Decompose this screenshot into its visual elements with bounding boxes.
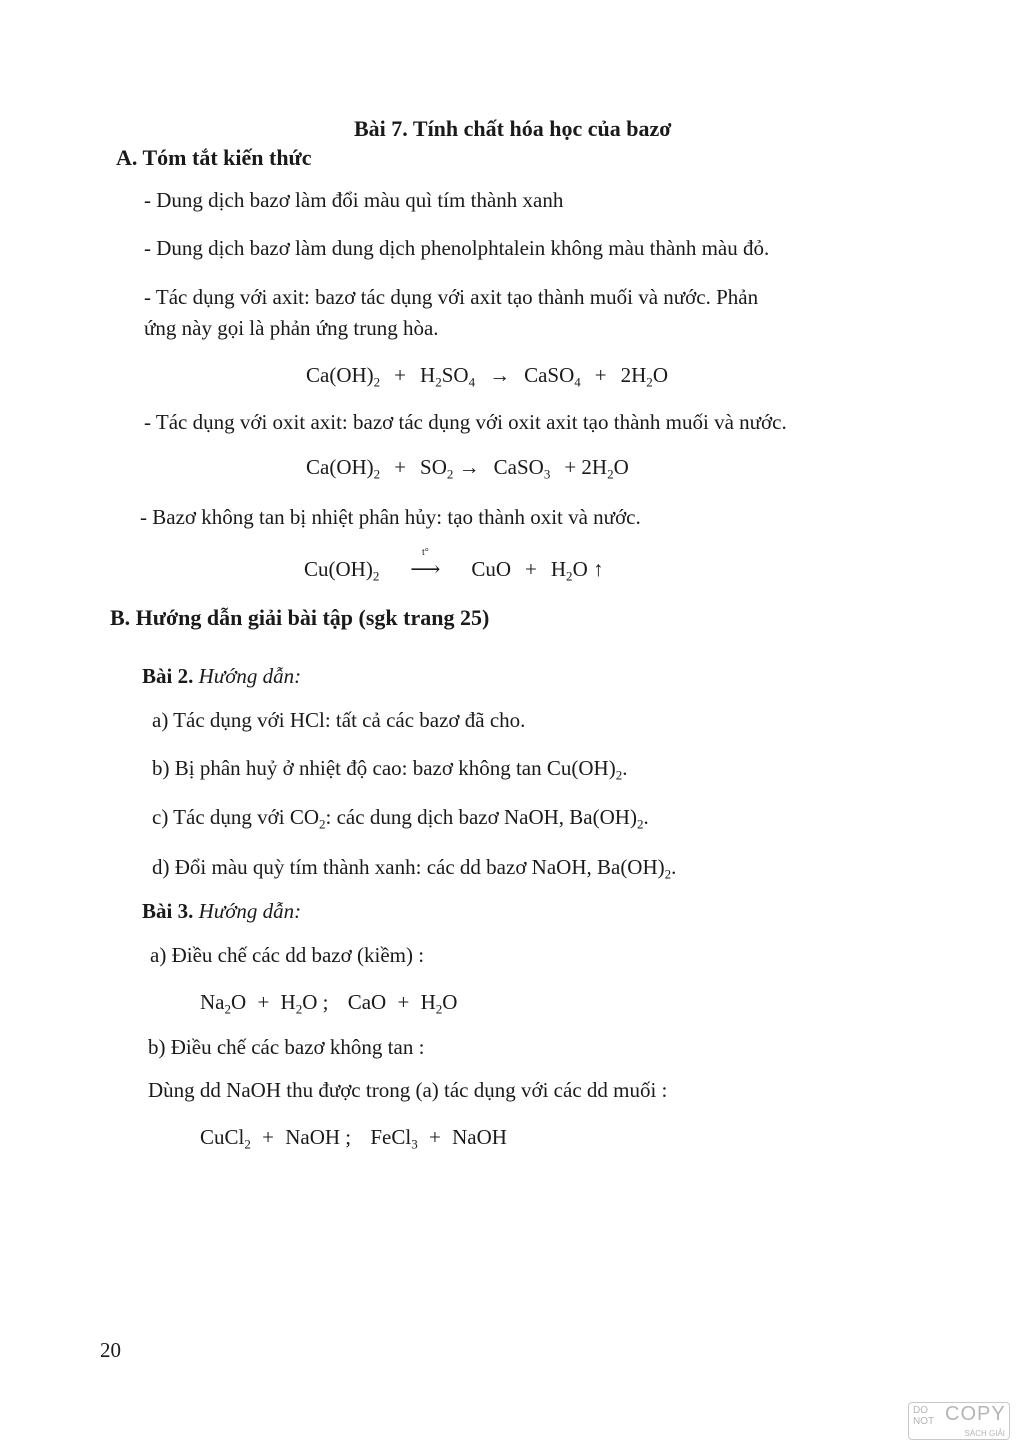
knowledge-line-3b: ứng này gọi là phản ứng trung hòa.: [144, 316, 439, 340]
exercise-3-label: Bài 3.: [142, 899, 194, 923]
equation-insoluble-prep: CuCl$_2$ + NaOH ; FeCl$_3$ + NaOH: [200, 1125, 507, 1152]
watermark-copy: COPY: [945, 1403, 1006, 1425]
equation-decomposition: $Cu(OH)_2$ t° ⟶ CuO + $H_2O$ ↑: [304, 547, 604, 584]
section-a-heading: A. Tóm tắt kiến thức: [116, 145, 312, 170]
exercise-2-d-text: d) Đổi màu quỳ tím thành xanh: các dd bazơ NaOH, Ba(OH): [152, 855, 665, 879]
exercise-2-label: Bài 2.: [142, 664, 194, 688]
exercise-2-b: b) Bị phân huỷ ở nhiệt độ cao: bazơ không $\tan Cu(OH)_2$.: [152, 756, 628, 783]
exercise-2-c-text: c) Tác dụng với CO: [152, 805, 320, 829]
equation-acid-oxide: $Ca(OH)_2 + SO_2$ → CaSO$_3$ + $2H_2O$: [306, 455, 629, 482]
knowledge-line-1: - Dung dịch bazơ làm đổi màu quì tím thành xanh: [144, 188, 564, 212]
exercise-3-c: Dùng dd NaOH thu được trong (a) tác dụng với các dd muối :: [148, 1078, 668, 1102]
watermark-brand: SÁCH GIẢI: [964, 1429, 1005, 1438]
exercise-2-header: [142, 664, 301, 689]
exercise-3-header: [142, 899, 301, 924]
heat-arrow: t° ⟶: [393, 557, 457, 582]
page-number: 20: [100, 1338, 121, 1362]
knowledge-line-3a: - Tác dụng với axit: bazơ tác dụng với axit tạo thành muối và nước. Phản: [144, 285, 759, 309]
exercise-2-c: c) Tác dụng với $CO_2$: các dung dịch bazơ NaOH, $Ba(OH)_2$.: [152, 805, 649, 832]
exercise-3-guide: Hướng dẫn:: [198, 899, 302, 923]
section-b-heading: B. Hướng dẫn giải bài tập (sgk trang 25): [110, 605, 490, 630]
exercise-2-d: d) Đổi màu quỳ tím thành xanh: các dd bazơ NaOH, $Ba(OH)_2$.: [152, 855, 677, 882]
exercise-2-b-text: b) Bị phân huỷ ở nhiệt độ cao: bazơ không tan Cu(OH): [152, 756, 616, 780]
gas-arrow-icon: ↑: [592, 557, 604, 581]
exercise-3-b: b) Điều chế các bazơ không tan :: [148, 1035, 425, 1059]
knowledge-line-2: - Dung dịch bazơ làm dung dịch phenolphtalein không màu thành màu đỏ.: [144, 236, 770, 260]
knowledge-line-4: - Tác dụng với oxit axit: bazơ tác dụng với oxit axit tạo thành muối và nước.: [144, 410, 787, 434]
equation-alkali-prep: $Na_2O + H_2O$ ; CaO + $H_2O$: [200, 990, 458, 1017]
knowledge-line-5: - Bazơ không tan bị nhiệt phân hủy: tạo thành oxit và nước.: [140, 505, 641, 529]
equation-neutralization: $Ca(OH)_2 + H_2SO_4$ → CaSO$_4$ + $2H_2O$: [306, 363, 668, 390]
watermark-do-not: DO NOT: [913, 1405, 935, 1427]
exercise-2-c-rest: : các dung dịch bazơ NaOH, Ba(OH): [325, 805, 637, 829]
exercise-2-a: a) Tác dụng với HCl: tất cả các bazơ đã cho.: [152, 708, 526, 732]
exercise-2-guide: Hướng dẫn:: [198, 664, 302, 688]
heat-condition: t°: [421, 547, 429, 558]
exercise-3-a: a) Điều chế các dd bazơ (kiềm) :: [150, 943, 425, 967]
page-title: Bài 7. Tính chất hóa học của bazơ: [354, 116, 672, 141]
copy-watermark: [908, 1402, 1010, 1440]
